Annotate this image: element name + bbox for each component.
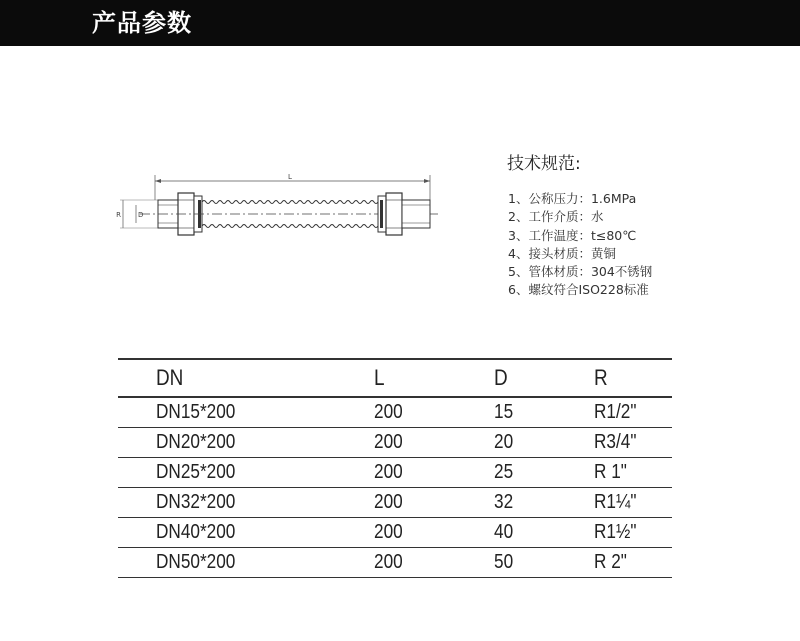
- cell-dn: DN32*200: [156, 491, 236, 513]
- header-r: R: [594, 365, 608, 390]
- spec-list: [508, 190, 652, 300]
- cell-l: 200: [374, 401, 403, 423]
- spec-item: 5、管体材质：304不锈钢: [508, 264, 653, 280]
- table-row: [118, 518, 672, 548]
- spec-item: 2、工作介质：水: [508, 209, 604, 225]
- cell-dn: DN20*200: [156, 431, 236, 453]
- table-row: [118, 548, 672, 578]
- spec-item: 3、工作温度：t≤80℃: [508, 227, 637, 243]
- table-row: [118, 488, 672, 518]
- cell-d: 50: [494, 551, 514, 573]
- cell-d: 25: [494, 461, 514, 483]
- right-nut: [386, 193, 402, 235]
- corrugated-hose-bottom: [202, 225, 398, 228]
- cell-r: R1/2": [594, 401, 637, 423]
- table-row: [118, 428, 672, 458]
- header-l: L: [374, 365, 385, 390]
- header-d: D: [494, 365, 508, 390]
- spec-item: 1、公称压力：1.6MPa: [508, 191, 637, 206]
- page-header: [0, 0, 800, 46]
- cell-r: R1¼": [594, 491, 637, 513]
- cell-l: 200: [374, 461, 403, 483]
- cell-l: 200: [374, 551, 403, 573]
- diameter-d-label: D: [138, 211, 144, 219]
- cell-d: 32: [494, 491, 514, 513]
- cell-r: R3/4": [594, 431, 637, 453]
- cell-r: R1½": [594, 521, 637, 543]
- cell-dn: DN25*200: [156, 461, 236, 483]
- cell-r: R 2": [594, 551, 627, 573]
- table-row: [118, 398, 672, 428]
- spec-item: 4、接头材质：黄铜: [508, 245, 616, 261]
- corrugated-hose-top: [202, 201, 390, 204]
- spec-item: 6、螺纹符合ISO228标准: [508, 282, 649, 298]
- cell-dn: DN40*200: [156, 521, 236, 543]
- cell-r: R 1": [594, 461, 627, 483]
- table-row: [118, 458, 672, 488]
- cell-dn: DN15*200: [156, 401, 236, 423]
- table-header-row: [118, 358, 672, 398]
- diameter-r-label: R: [116, 211, 121, 219]
- header-dn: DN: [156, 365, 184, 390]
- length-label: L: [288, 173, 292, 181]
- cell-l: 200: [374, 491, 403, 513]
- cell-d: 15: [494, 401, 514, 423]
- size-table: [118, 358, 672, 578]
- cell-l: 200: [374, 521, 403, 543]
- right-thread-end: [402, 200, 430, 228]
- cell-dn: DN50*200: [156, 551, 236, 573]
- cell-l: 200: [374, 431, 403, 453]
- hose-technical-drawing: [100, 160, 460, 270]
- cell-d: 20: [494, 431, 514, 453]
- spec-heading: 技术规范:: [507, 154, 581, 174]
- page-title: 产品参数: [92, 9, 192, 37]
- cell-d: 40: [494, 521, 514, 543]
